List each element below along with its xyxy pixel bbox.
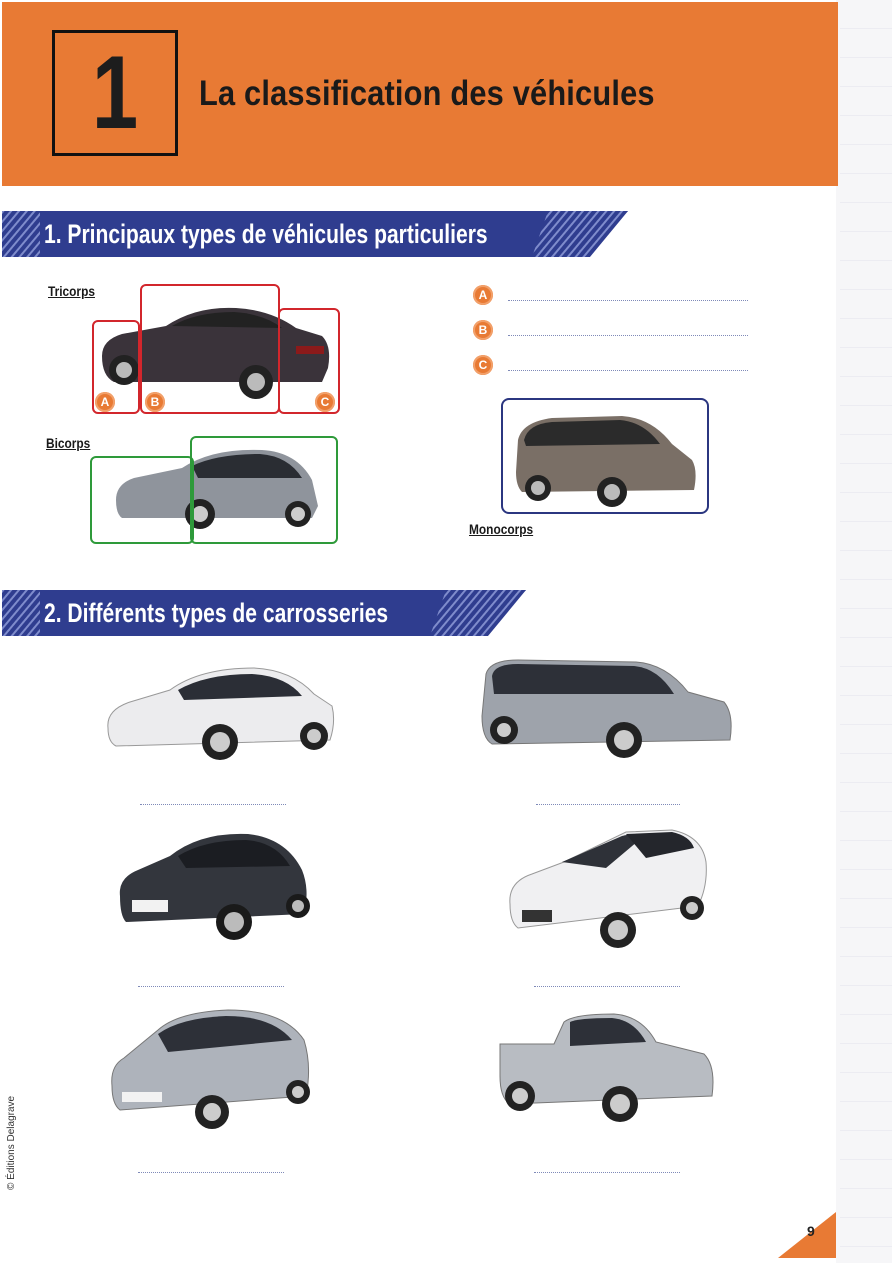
answer-line-body-1[interactable]: [140, 804, 286, 805]
answer-marker-a: A: [473, 285, 493, 305]
section2-title: 2. Différents types de carrosseries: [44, 597, 389, 628]
copyright-text: © Éditions Delagrave: [6, 1095, 17, 1190]
monospace-photo: [108, 1000, 312, 1132]
answer-line-body-3[interactable]: [138, 986, 284, 987]
coupe-photo: [116, 826, 310, 946]
break-photo: [478, 654, 736, 766]
berline-photo: [104, 662, 336, 766]
section1-title: 1. Principaux types de véhicules particuliers: [44, 218, 488, 249]
cabriolet-photo: [506, 822, 710, 950]
minivan-photo: [512, 410, 700, 506]
pickup-photo: [494, 1006, 720, 1130]
answer-line-a[interactable]: [508, 300, 748, 301]
marker-b: B: [145, 392, 165, 412]
frame-rear-volume: [190, 436, 338, 544]
page-number: 9: [807, 1223, 815, 1239]
answer-line-b[interactable]: [508, 335, 748, 336]
answer-line-c[interactable]: [508, 370, 748, 371]
tricorps-label: Tricorps: [48, 283, 95, 299]
answer-line-body-2[interactable]: [536, 804, 680, 805]
chapter-title: La classification des véhicules: [199, 74, 655, 113]
answer-marker-b: B: [473, 320, 493, 340]
answer-marker-c: C: [473, 355, 493, 375]
chapter-number-box: [52, 30, 178, 156]
answer-line-body-6[interactable]: [534, 1172, 680, 1173]
chapter-number: 1: [91, 34, 139, 151]
chapter-header: [2, 2, 838, 186]
marker-a: A: [95, 392, 115, 412]
monocorps-label: Monocorps: [469, 521, 534, 537]
bicorps-label: Bicorps: [46, 435, 91, 451]
answer-line-body-4[interactable]: [534, 986, 680, 987]
section1-band: [44, 212, 613, 256]
frame-front-volume: [90, 456, 194, 544]
answer-line-body-5[interactable]: [138, 1172, 284, 1173]
section2-band: [44, 591, 485, 635]
marker-c: C: [315, 392, 335, 412]
next-page-edge: [840, 0, 892, 1263]
